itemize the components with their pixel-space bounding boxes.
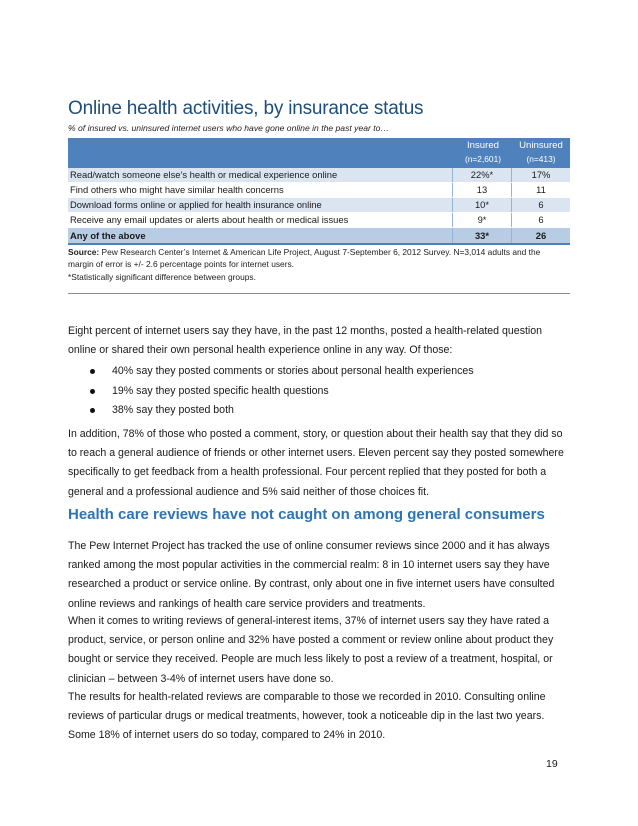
bullet-list — [88, 362, 558, 421]
section-heading: Health care reviews have not caught on among general consumers — [68, 506, 545, 523]
table-footnote: *Statistically significant difference between groups. — [68, 271, 256, 282]
row-uninsured-value: 17% — [511, 168, 570, 182]
bullet-icon — [90, 408, 95, 413]
header-insured-n: (n=2,601) — [464, 154, 502, 164]
header-insured-label: Insured — [467, 140, 499, 151]
table-header-row — [68, 138, 570, 168]
paragraph-audience: In addition, 78% of those who posted a comment, story, or question about their health say that they did so to reach a general audience of friends or other internet users. Eleven percent say they posted somewhere specifically to get feedback from a health professional. Four percent replied that they posted for both a general and a professional audience and 5% said neither of those choices fit. — [68, 428, 564, 498]
table-row — [68, 168, 570, 183]
paragraph-writing-reviews: When it comes to writing reviews of general-interest items, 37% of internet users say they have rated a product, service, or person online and 32% have posted a comment or review online about product they bought or service they received. People are much less likely to post a review of a treatment, hospital, or clinician – between 3-4% of internet users have done so. — [68, 615, 554, 685]
paragraph-posted-health: Eight percent of internet users say they have, in the past 12 months, posted a health-related question online or shared their own personal health experience online in any way. Of those: — [68, 325, 543, 357]
row-uninsured-value: 6 — [511, 213, 570, 227]
total-insured-value: 33* — [452, 228, 511, 243]
header-uninsured-n: (n=413) — [526, 154, 556, 164]
header-blank-cell — [68, 138, 454, 168]
bullet-icon — [90, 389, 95, 394]
list-item — [88, 362, 558, 382]
row-label: Find others who might have similar health concerns — [70, 184, 284, 195]
table-row — [68, 183, 570, 198]
table-row — [68, 213, 570, 228]
source-text: Pew Research Center’s Internet & American Life Project, August 7-September 6, 2012 Survey. N=3,014 adults and the margin of error is +/- 2.6 percentage points for internet users. — [68, 247, 541, 270]
table-total-row — [68, 228, 570, 245]
total-label: Any of the above — [70, 230, 146, 241]
row-insured-value: 13 — [452, 183, 511, 197]
paragraph-reviews-tracking: The Pew Internet Project has tracked the use of online consumer reviews since 2000 and it has always ranked among the most popular activities in the commercial realm: 8 in 10 internet users say they have researched a product or service online. By contrast, only about one in five internet users have consulted online reviews and rankings of health care service providers and treatments. — [68, 540, 555, 610]
row-insured-value: 22%* — [452, 168, 511, 182]
insurance-table — [68, 138, 570, 245]
list-item — [88, 382, 558, 402]
header-insured — [454, 138, 512, 168]
total-uninsured-value: 26 — [511, 228, 570, 243]
table-source — [68, 246, 568, 283]
table-row — [68, 198, 570, 213]
bullet-icon — [90, 369, 95, 374]
row-insured-value: 9* — [452, 213, 511, 227]
list-item-text: 38% say they posted both — [112, 404, 234, 416]
row-uninsured-value: 11 — [511, 183, 570, 197]
header-uninsured-label: Uninsured — [519, 140, 563, 151]
paragraph-health-reviews: The results for health-related reviews are comparable to those we recorded in 2010. Consulting online reviews of particular drugs or medical treatments, however, took a noticeable dip in the last two years. Some 18% of internet users do so today, compared to 24% in 2010. — [68, 691, 546, 742]
list-item-text: 40% say they posted comments or stories about personal health experiences — [112, 365, 474, 377]
row-label: Download forms online or applied for health insurance online — [70, 199, 322, 210]
table-title: Online health activities, by insurance status — [68, 98, 424, 119]
row-insured-value: 10* — [452, 198, 511, 212]
list-item-text: 19% say they posted specific health questions — [112, 384, 329, 397]
row-label: Read/watch someone else’s health or medical experience online — [70, 169, 338, 180]
list-item — [88, 401, 558, 421]
table-subtitle: % of insured vs. uninsured internet users who have gone online in the past year to… — [68, 123, 390, 133]
row-uninsured-value: 6 — [511, 198, 570, 212]
page-number: 19 — [546, 758, 558, 770]
header-uninsured — [512, 138, 570, 168]
source-label: Source: — [68, 247, 100, 257]
row-label: Receive any email updates or alerts about health or medical issues — [70, 214, 349, 225]
section-divider — [68, 293, 570, 294]
